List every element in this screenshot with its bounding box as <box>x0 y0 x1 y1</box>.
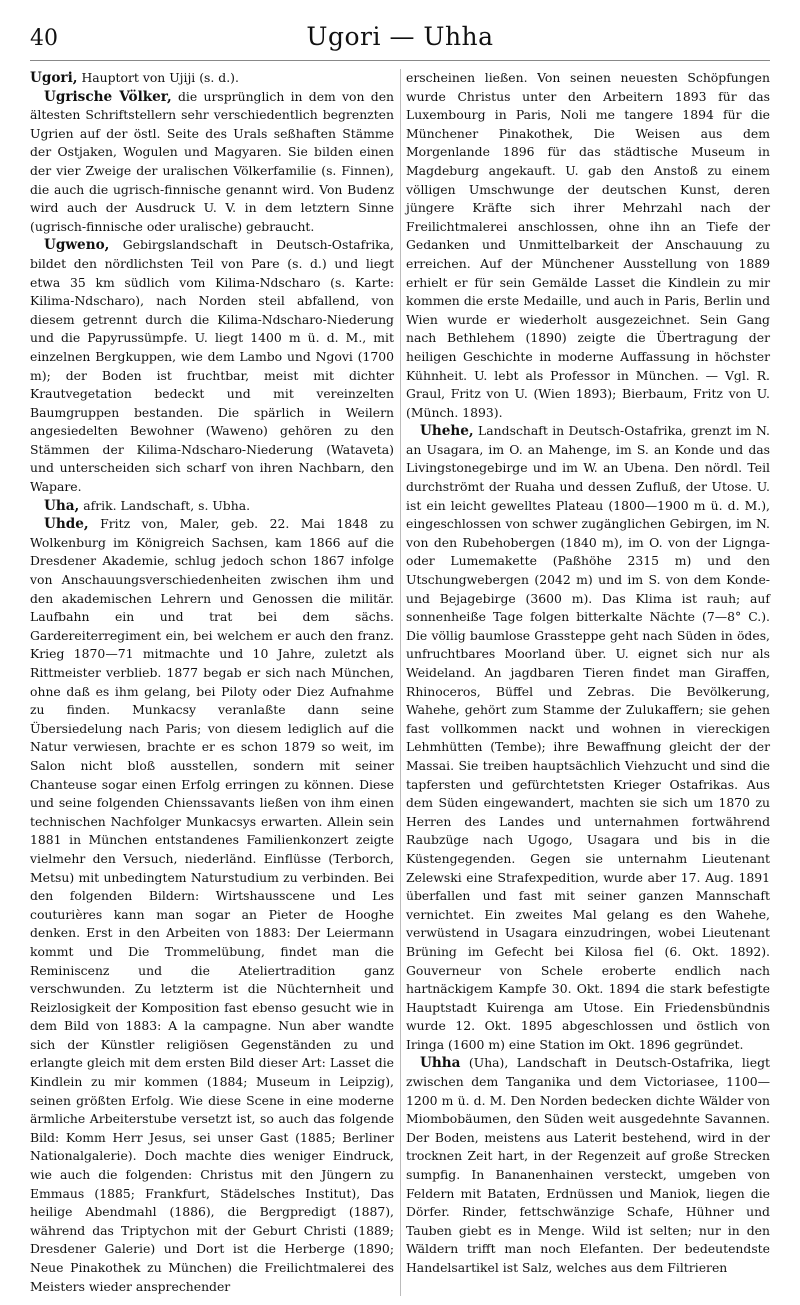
entry-headword: Ugori, <box>30 70 78 86</box>
entry-text: afrik. Landschaft, s. Ubha. <box>79 497 251 513</box>
dictionary-entry <box>30 236 394 496</box>
column-divider <box>400 69 401 1296</box>
entry-text: (Uha), Landschaft in Deutsch-Ostafrika, liegt zwischen dem Tanganika und dem Victoriasee, 1100—1200 m ü. d. M. Den Norden bedecken dichte Wälder von Miombobäumen, den Süden weit ausgedehnte Savannen. Der Boden, meistens aus Laterit bestehend, wird in der trocknen Zeit hart, in der Regenzeit auf große Strecken sumpfig. In Bananenhainen versteckt, umgeben von Feldern mit Bataten, Erdnüssen und Maniok, liegen die Dörfer. Rinder, fettschwänzige Schafe, Hühner und Tauben giebt es in Menge. Wild ist selten; nur in den Wäldern trifft man noch Elefanten. Der bedeutendste Handelsartikel ist Salz, welches aus dem Filtrieren <box>406 1055 770 1275</box>
entry-headword: Uhehe, <box>420 423 474 440</box>
dictionary-entry <box>30 88 394 237</box>
entry-headword: Uha, <box>44 497 80 514</box>
entry-headword: Uhde, <box>44 516 89 533</box>
entry-text: erscheinen ließen. Von seinen neuesten Schöpfungen wurde Christus unter den Arbeitern 1893 für das Luxembourg in Paris, Noli me tangere 1894 für die Münchener Pinakothek, Die Weisen aus dem Morgenlande 1896 für das städtische Museum in Magdeburg angekauft. U. gab den Anstoß zu einem völligen Umschwunge der deutschen Kunst, deren jüngere Kräfte sich ihrer Mehrzahl nach der Freilichtmalerei anschlossen, ohne ihn an Tiefe der Gedanken und Unmittelbarkeit der Anschauung zu erreichen. Auf der Münchener Ausstellung von 1889 erhielt er für sein Gemälde Lasset die Kindlein zu mir kommen die erste Medaille, und auch in Paris, Berlin und Wien wurde er wiederholt ausgezeichnet. Sein Gang nach Bethlehem (1890) zeigte die Übertragung der heiligen Geschichte in moderne Auffassung in höchster Kühnheit. U. lebt als Professor in München. — Vgl. R. Graul, Fritz von U. (Wien 1893); Bierbaum, Fritz von U. (Münch. 1893). <box>406 70 770 420</box>
entry-text: Landschaft in Deutsch-Ostafrika, grenzt im N. an Usagara, im O. an Mahenge, im S. an Konde und das Livingstonegebirge und im W. an Ubena. Den nördl. Teil durchströmt der Ruaha und dessen Zufluß, der Utose. U. ist ein leicht gewelltes Plateau (1800—1900 m ü. d. M.), eingeschlossen von schwer zugänglichen Gebirgen, im N. von den Rubehobergen (1840 m), im O. von der Lignga- oder Lumemakette (Paßhöhe 2315 m) und den Utschungwebergen (2042 m) und im S. von dem Konde- und Bejagebirge (3600 m). Das Klima ist rauh; auf sonnenheiße Tage folgen bitterkalte Nächte (7—8° C.). Die völlig baumlose Grassteppe geht nach Süden in ödes, unfruchtbares Moorland über. U. eignet sich nur als Weideland. An jagdbaren Tieren findet man Giraffen, Rhinoceros, Büffel und Zebras. Die Bevölkerung, Wahehe, gehört zum Stamme der Zulukaffern; sie gehen fast vollkommen nackt und wohnen in viereckigen Lehmhütten (Tembe); ihre Bewaffnung gleicht der der Massai. Sie treiben hauptsächlich Viehzucht und sind die tapfersten und gefürchtetsten Krieger Ostafrikas. Aus dem Süden eingewandert, machten sie sich um 1870 zu Herren des Landes und unternahmen fortwährend Raubzüge nach Ugogo, Usagara und bis in die Küstengegenden. Gegen sie unternahm Lieutenant Zelewski eine Strafexpedition, wurde aber 17. Aug. 1891 überfallen und fast mit seiner ganzen Mannschaft vernichtet. Ein zweites Mal gelang es den Wahehe, verwüstend in Usagara einzudringen, wobei Lieutenant Brüning im Gefecht bei Kilosa fiel (6. Okt. 1892). Gouverneur von Schele eroberte endlich nach hartnäckigem Kampfe 30. Okt. 1894 die stark befestigte Hauptstadt Kuirenga am Utose. Ein Friedensbündnis wurde 12. Okt. 1895 abgeschlossen und östlich von Iringa (1600 m) eine Station im Okt. 1896 gegründet. <box>406 423 770 1052</box>
dictionary-entry <box>406 422 770 1054</box>
dictionary-entry <box>30 515 394 1296</box>
left-column <box>30 69 394 1296</box>
entry-text: die ursprünglich in dem von den ältesten Schriftstellern sehr verschiedentlich begrenzten Ugrien auf der östl. Seite des Urals seßhaften Stämme der Ostjaken, Wogulen und Magyaren. Sie bilden einen der vier Zweige der uralischen Völkerfamilie (s. Finnen), die auch die ugrisch-finnische genannt wird. Von Budenz wird auch der Ausdruck U. V. in dem letztern Sinne (ugrisch-finnische oder uralische) gebraucht. <box>30 88 395 234</box>
running-head: Ugori — Uhha <box>306 22 494 51</box>
entry-text: Fritz von, Maler, geb. 22. Mai 1848 zu Wolkenburg im Königreich Sachsen, kam 1866 auf die Dresdener Akademie, schlug jedoch schon 1867 infolge von Anschauungsverschiedenheiten zwischen ihm und den akademischen Lehrern und Genossen die militär. Laufbahn ein und trat bei dem sächs. Gardereiterregiment ein, bei welchem er auch den franz. Krieg 1870—71 mitmachte und 10 Jahre, zuletzt als Rittmeister verblieb. 1877 begab er sich nach München, ohne daß es ihm gelang, bei Piloty oder Diez Aufnahme zu finden. Munkacsy veranlaßte dann seine Übersiedelung nach Paris; von diesem lediglich auf die Natur verwiesen, brachte er es schon 1879 so weit, im Salon nicht bloß ausstellen, sondern mit seiner Chanteuse sogar einen Erfolg erringen zu können. Diese und seine folgenden Chienssavants ließen von ihm einen technischen Nachfolger Munkacsys erwarten. Allein sein 1881 in München entstandenes Familienkonzert zeigte vielmehr den Versuch, niederländ. Einflüsse (Terborch, Metsu) mit unbedingtem Naturstudium zu verbinden. Bei den folgenden Bildern: Wirtshausscene und Les couturières kann man sogar an Pieter de Hooghe denken. Erst in den Arbeiten von 1883: Der Leiermann kommt und Die Trommelübung, findet man die Reminiscenz und die Ateliertradition ganz verschwunden. Zu letzterm ist die Nüchternheit und Reizlosigkeit der Komposition fast ebenso gesucht wie in dem Bild von 1883: A la campagne. Nun aber wandte sich der Künstler religiösen Gegenständen zu und erlangte gleich mit dem ersten Bild dieser Art: Lasset die Kindlein zu mir kommen (1884; Museum in Leipzig), seinen größten Erfolg. Wie diese Scene in eine moderne ärmliche Arbeiterstube versetzt ist, so auch das folgende Bild: Komm Herr Jesus, sei unser Gast (1885; Berliner Nationalgalerie). Doch machte dies weniger Eindruck, wie auch die folgenden: Christus mit den Jüngern zu Emmaus (1885; Frankfurt, Städelsches Institut), Das heilige Abendmahl (1886), die Bergpredigt (1887), während das Triptychon mit der Geburt Christi (1889; Dresdener Galerie) und Dort ist die Herberge (1890; Neue Pinakothek zu München) die Freilichtmalerei des Meisters wieder ansprechender <box>30 516 394 1294</box>
entry-headword: Ugweno, <box>44 237 110 254</box>
right-column <box>406 69 770 1296</box>
dictionary-entry <box>30 69 394 88</box>
entry-text: Hauptort von Ujiji (s. d.). <box>77 70 239 85</box>
entry-headword: Uhha <box>420 1055 461 1072</box>
dictionary-entry <box>30 497 394 516</box>
dictionary-entry <box>406 69 770 422</box>
dictionary-entry <box>406 1054 770 1277</box>
text-columns <box>30 69 770 1296</box>
page-number: 40 <box>30 26 58 51</box>
page-header <box>30 22 770 61</box>
entry-text: Gebirgslandschaft in Deutsch-Ostafrika, bildet den nördlichsten Teil von Pare (s. d.) und liegt etwa 35 km südlich vom Kilima-Ndscharo (s. Karte: Kilima-Ndscharo), nach Norden steil abfallend, von diesem getrennt durch die Kilima-Ndscharo-Niederung und die Papyrussümpfe. U. liegt 1400 m ü. d. M., mit einzelnen Bergkuppen, wie dem Lambo und Ngovi (1700 m); der Boden ist fruchtbar, meist mit dichter Krautvegetation bedeckt und mit vereinzelten Baumgruppen bestanden. Die spärlich in Weilern angesiedelten Bewohner (Waweno) gehören zu den Stämmen der Kilima-Ndscharo-Niederung (Wataveta) und unterscheiden sich scharf von ihren Nachbarn, den Wapare. <box>30 237 394 495</box>
entry-headword: Ugrische Völker, <box>44 88 172 105</box>
